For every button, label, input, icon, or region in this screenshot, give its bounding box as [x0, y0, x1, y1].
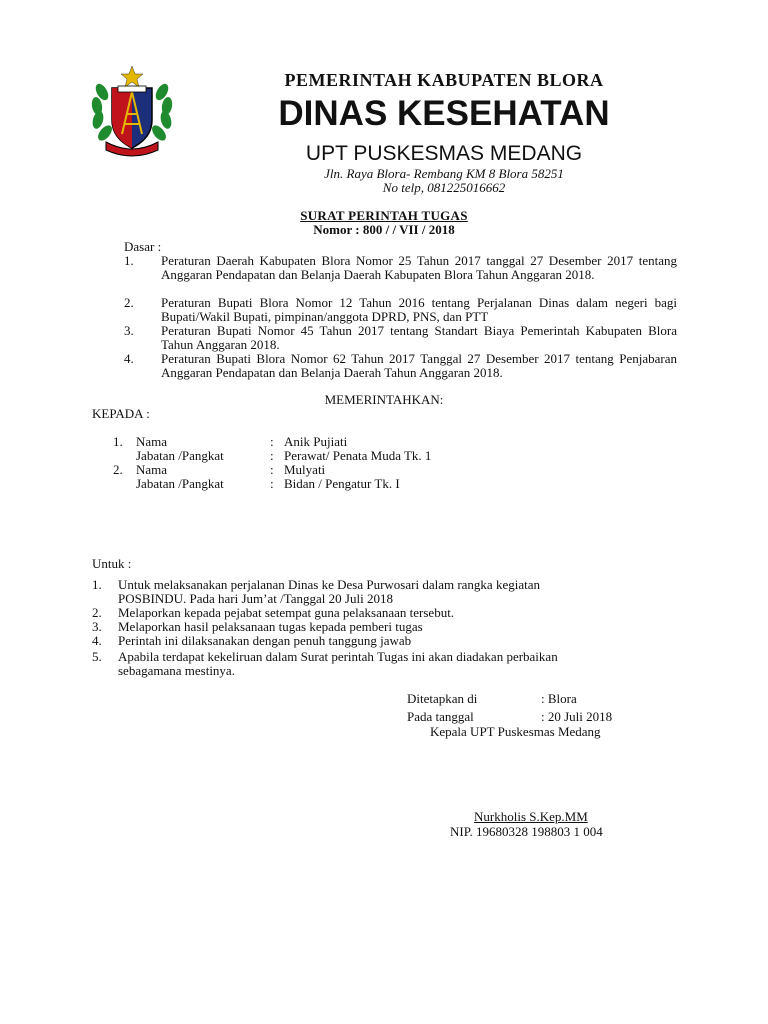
signatory-nip: NIP. 19680328 198803 1 004: [450, 824, 603, 839]
untuk-item-text: Apabila terdapat kekeliruan dalam Surat perintah Tugas ini akan diadakan perbaikan: [118, 649, 558, 664]
untuk-item-text-cont: sebagamana mestinya.: [118, 663, 235, 678]
dasar-item-text: Peraturan Bupati Nomor 45 Tahun 2017 tentang Standart Biaya Pemerintah Kabupaten Blora Tahun Anggaran 2018.: [161, 323, 677, 352]
unit-name: UPT PUSKESMAS MEDANG: [305, 142, 583, 165]
document-number: Nomor : 800 / / VII / 2018: [313, 222, 455, 237]
dasar-item-text: Peraturan Daerah Kabupaten Blora Nomor 25 Tahun 2017 tanggal 27 Desember 2017 tentang Anggaran Pendapatan dan Belanja Daerah Kabupaten Blora Tahun Anggaran 2018.: [161, 253, 677, 282]
jabatan-label: Jabatan /Pangkat: [136, 476, 224, 491]
dasar-item-num: 2.: [124, 295, 134, 310]
colon: :: [270, 476, 274, 491]
document-title: SURAT PERINTAH TUGAS: [300, 208, 468, 223]
kepada-label: KEPADA :: [92, 406, 150, 421]
untuk-item-text: Melaporkan hasil pelaksanaan tugas kepada pemberi tugas: [118, 619, 423, 634]
untuk-item-num: 5.: [92, 649, 102, 664]
person-position: Bidan / Pengatur Tk. I: [284, 476, 400, 491]
person-name: Anik Pujiati: [284, 434, 348, 449]
tanggal-label: Pada tanggal: [407, 709, 474, 724]
colon: :: [270, 448, 274, 463]
untuk-item-text: Untuk melaksanakan perjalanan Dinas ke Desa Purwosari dalam rangka kegiatan: [118, 577, 540, 592]
memerintahkan-heading: MEMERINTAHKAN:: [324, 392, 444, 407]
colon: :: [270, 434, 274, 449]
nama-label: Nama: [136, 462, 168, 477]
dasar-item-text: Peraturan Bupati Blora Nomor 62 Tahun 2017 Tanggal 27 Desember 2017 tentang Penjabaran Anggaran Pendapatan dan Belanja Daerah Tahun Anggaran 2018.: [161, 351, 677, 380]
nama-label: Nama: [136, 434, 168, 449]
person-number: 1.: [113, 434, 123, 449]
untuk-item-num: 1.: [92, 577, 102, 592]
tanggal-value: : 20 Juli 2018: [541, 709, 613, 724]
dasar-label: Dasar :: [124, 239, 162, 254]
untuk-item-text-cont: POSBINDU. Pada hari Jum’at /Tanggal 20 Juli 2018: [118, 591, 393, 606]
dasar-item-num: 1.: [124, 253, 134, 268]
untuk-item-num: 4.: [92, 633, 102, 648]
untuk-item-num: 2.: [92, 605, 102, 620]
phone-number: No telp, 081225016662: [382, 180, 506, 195]
agency-name: DINAS KESEHATAN: [278, 94, 610, 133]
ditetapkan-value: : Blora: [541, 691, 577, 706]
untuk-item-text: Perintah ini dilaksanakan dengan penuh tanggung jawab: [118, 633, 412, 648]
person-name: Mulyati: [284, 462, 326, 477]
person-number: 2.: [113, 462, 123, 477]
signatory-position: Kepala UPT Puskesmas Medang: [430, 724, 601, 739]
government-name: PEMERINTAH KABUPATEN BLORA: [284, 70, 604, 90]
signatory-name: Nurkholis S.Kep.MM: [474, 809, 588, 824]
ditetapkan-label: Ditetapkan di: [407, 691, 478, 706]
address: Jln. Raya Blora- Rembang KM 8 Blora 58251: [324, 166, 564, 181]
untuk-item-num: 3.: [92, 619, 102, 634]
colon: :: [270, 462, 274, 477]
dasar-item-num: 3.: [124, 323, 134, 338]
dasar-item-text: Peraturan Bupati Blora Nomor 12 Tahun 2016 tentang Perjalanan Dinas dalam negeri bagi Bupati/Wakil Bupati, pimpinan/anggota DPRD, PNS, dan PTT: [161, 295, 677, 324]
untuk-item-text: Melaporkan kepada pejabat setempat guna pelaksanaan tersebut.: [118, 605, 455, 620]
untuk-label: Untuk :: [92, 556, 132, 571]
dasar-item-num: 4.: [124, 351, 134, 366]
person-position: Perawat/ Penata Muda Tk. 1: [284, 448, 432, 463]
jabatan-label: Jabatan /Pangkat: [136, 448, 224, 463]
